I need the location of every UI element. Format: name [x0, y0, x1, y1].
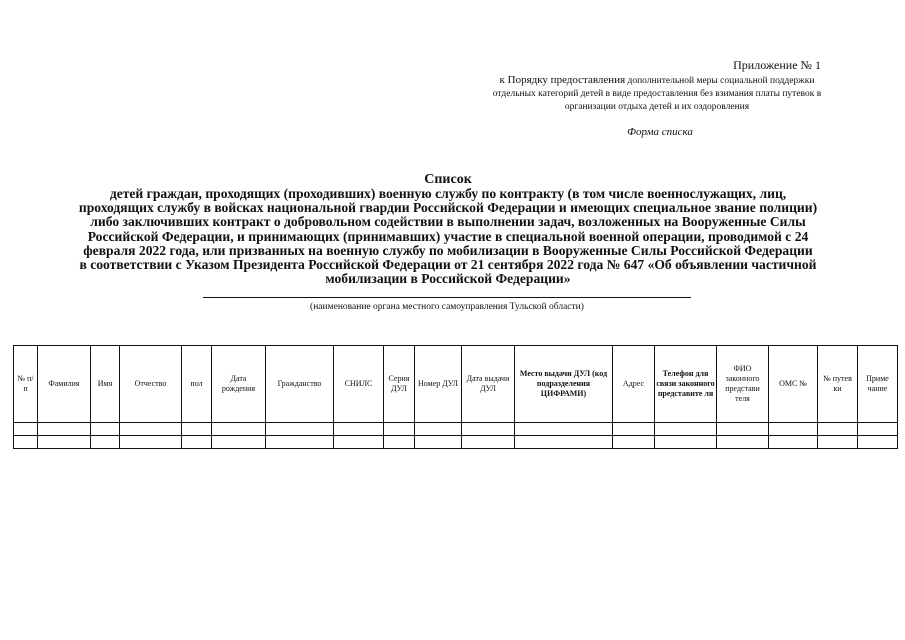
table-row: [14, 436, 898, 449]
col-header-guardian-phone: Телефон для связи законного представите ля: [655, 346, 717, 423]
children-list-table: [13, 345, 898, 449]
appendix-ref-line3: организации отдыха детей и их оздоровления: [564, 102, 750, 112]
col-header-name: Имя: [91, 346, 120, 423]
col-header-patronymic: Отчество: [120, 346, 182, 423]
appendix-number: Приложение № 1: [733, 58, 821, 72]
org-caption: (наименование органа местного самоуправления Тульской области): [310, 302, 584, 312]
appendix-header: [457, 58, 857, 114]
org-name-underline: [203, 297, 691, 298]
table-header-row: [14, 346, 898, 423]
table-row: [14, 423, 898, 436]
title-line: мобилизации в Российской Федерации»: [325, 271, 571, 287]
col-header-note: Приме чание: [858, 346, 898, 423]
col-header-voucher-number: № путев ки: [818, 346, 858, 423]
appendix-ref-line1-big: к Порядку предоставления: [499, 74, 626, 86]
title-line: Российской Федерации, и принимающих (принимавших) участие в специальной военной операции, проводимой с 24: [87, 228, 809, 244]
col-header-sex: пол: [182, 346, 212, 423]
appendix-reference: [457, 74, 857, 114]
col-header-guardian-name: ФИО законного представи теля: [717, 346, 769, 423]
col-header-surname: Фамилия: [38, 346, 91, 423]
document-title: [28, 172, 868, 286]
title-line: февраля 2022 года, или призванных на военную службу по мобилизации в Вооруженные Силы Российской Федерации: [83, 242, 813, 258]
col-header-id-series: Серия ДУЛ: [384, 346, 415, 423]
col-header-oms: ОМС №: [769, 346, 818, 423]
title-line: в соответствии с Указом Президента Российской Федерации от 21 сентября 2022 года № 647 «Об объявлении частичной: [79, 257, 817, 273]
col-header-address: Адрес: [613, 346, 655, 423]
appendix-ref-line1-small: дополнительной меры социальной поддержки: [625, 76, 815, 86]
form-label: Форма списка: [627, 126, 693, 138]
col-header-id-number: Номер ДУЛ: [415, 346, 462, 423]
title-line: проходящих службу в войсках национальной гвардии Российской Федерации и имеющих специальное звание полиции): [78, 200, 818, 216]
title-line: детей граждан, проходящих (проходивших) военную службу по контракту (в том числе военнослужащих, лиц,: [109, 186, 787, 201]
title-heading: Список: [424, 172, 472, 187]
col-header-citizenship: Гражданство: [266, 346, 334, 423]
appendix-ref-line2: отдельных категорий детей в виде предоставления без взимания платы путевок в: [492, 89, 822, 99]
col-header-birth-date: Дата рождения: [212, 346, 266, 423]
col-header-snils: СНИЛС: [334, 346, 384, 423]
title-line: либо заключивших контракт о добровольном содействии в выполнении задач, возложенных на Вооруженные Силы: [90, 214, 806, 230]
col-header-number: № п/ п: [14, 346, 38, 423]
col-header-id-issue-place: Место выдачи ДУЛ (код подразделения ЦИФРАМИ): [515, 346, 613, 423]
col-header-id-issue-date: Дата выдачи ДУЛ: [462, 346, 515, 423]
